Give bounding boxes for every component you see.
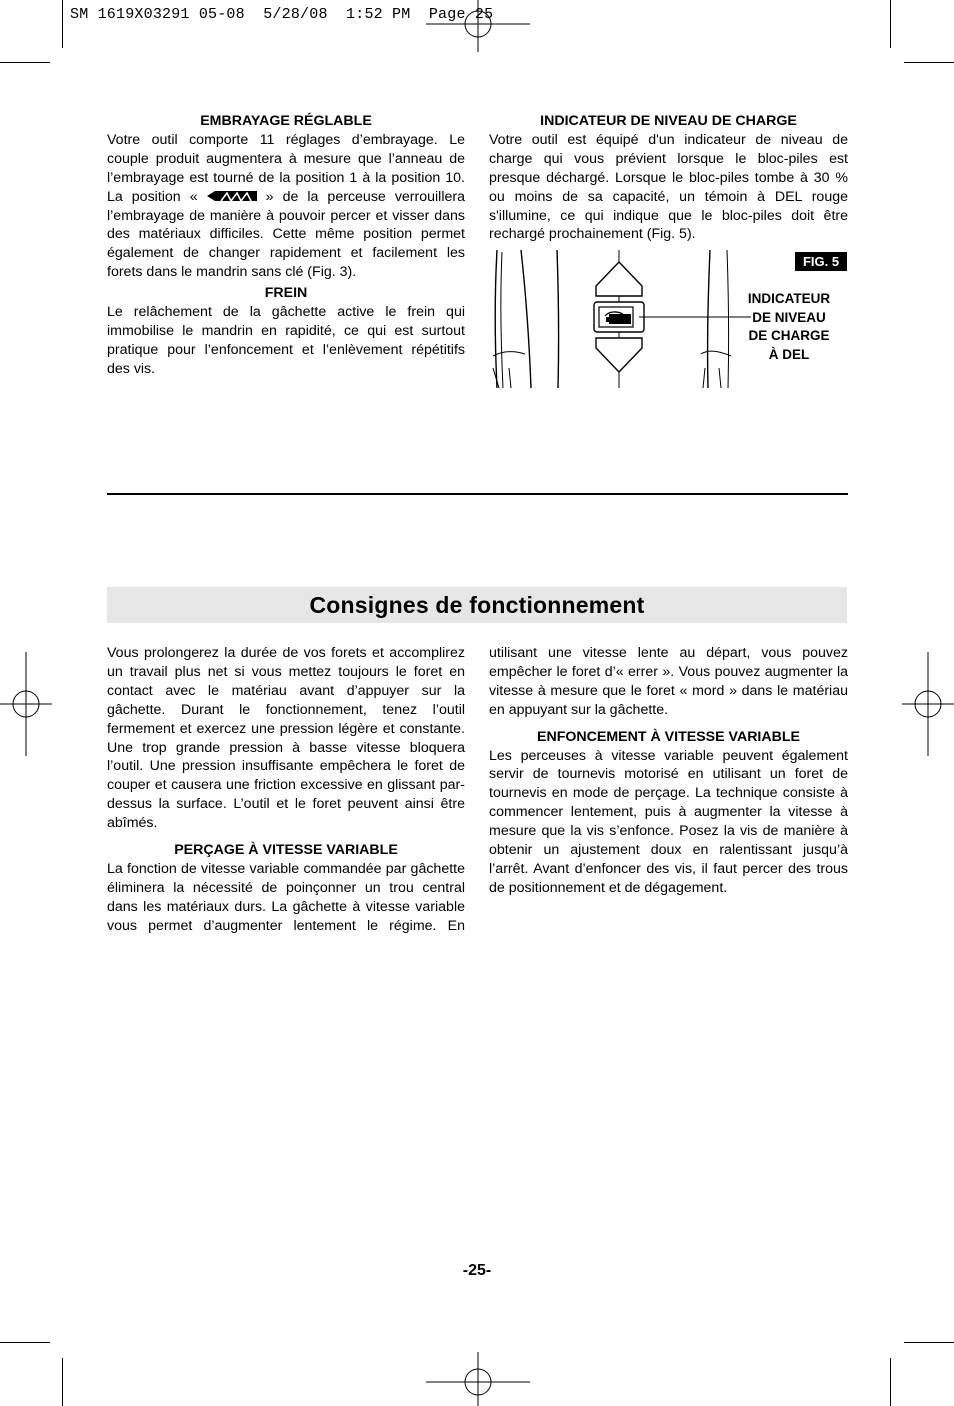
led-label-line: À DEL — [768, 346, 810, 362]
crop-mark — [890, 1358, 891, 1406]
page-number: -25- — [462, 1262, 492, 1279]
clutch-section — [107, 112, 465, 379]
led-label-line: INDICATEUR — [747, 291, 831, 306]
clutch-text — [107, 131, 465, 282]
crop-mark — [0, 62, 50, 63]
crop-mark — [904, 1342, 954, 1343]
led-indicator-label — [737, 290, 841, 364]
led-label-line: DE NIVEAU — [752, 309, 826, 325]
registration-mark-icon — [426, 0, 530, 52]
variable-drilling-continuation: utilisant une vitesse lente au départ, vous pouvez empêcher le foret d’« errer ». Vous pouvez augmenter la vitesse à mesure que le foret « mord » dans le matériau en appuyant sur la gâchette. — [489, 645, 848, 718]
charge-indicator-section — [489, 112, 848, 244]
crop-mark — [0, 1342, 50, 1343]
led-label-line: DE CHARGE — [748, 328, 830, 343]
crop-mark — [904, 62, 954, 63]
operating-left-column — [107, 644, 465, 936]
drill-bit-icon — [207, 190, 257, 202]
clutch-heading: EMBRAYAGE RÉGLABLE — [200, 113, 372, 129]
crop-mark — [890, 0, 891, 48]
variable-driving-heading: ENFONCEMENT À VITESSE VARIABLE — [536, 728, 800, 745]
operating-intro-text: Vous prolongerez la durée de vos forets et accomplirez un travail plus net si vous mettez toujours le foret en contact avec le matériau avant d’appuyer sur la gâchette. Durant le fonctionnement, tenez l’outil fermement et exercez une pression légère et constante. Une trop grande pression à basse vitesse bloquera l’outil. Une pression insuffisante empêchera le foret de couper et causera une friction excessive en glissant par-dessus la surface. L’outil et le foret peuvent ainsi être abîmés. — [107, 645, 465, 832]
variable-drilling-text: La fonction de vitesse variable commandée par gâchette éliminera la nécessité de poinçonner un trou central dans les matériaux durs. La gâchette à vitesse variable vous permet d’augmenter lentement le régime. En — [107, 860, 465, 934]
registration-mark-icon — [426, 1352, 530, 1406]
brake-heading: FREIN — [264, 285, 308, 302]
clutch-text-part1: Votre outil comporte 11 réglages d’embrayage. Le couple produit augmentera à mesure que l’anneau de l’embrayage est tourné de la position 1 à la position 10. La position « — [107, 131, 465, 205]
brake-text: Le relâchement de la gâchette active le frein qui immobilise le mandrin en rapidité, ce qui est surtout pratique pour l’enfoncement et l’enlèvement répétitifs des vis. — [107, 304, 465, 377]
crop-mark — [62, 0, 63, 48]
variable-drilling-heading: PERÇAGE À VITESSE VARIABLE — [174, 842, 398, 859]
section-title: Consignes de fonctionnement — [309, 592, 645, 618]
operating-right-column — [489, 644, 848, 898]
charge-indicator-text: Votre outil est équipé d'un indicateur de niveau de charge qui vous prévient lorsque le bloc-piles est presque déchargé. Lorsque le bloc-piles tombe à 30 % ou moins de sa capacité, un témoin à DEL rouge s'illumine, ce qui indique que le bloc-piles doit être rechargé prochainement (Fig. 5). — [489, 131, 848, 243]
section-banner — [107, 587, 847, 623]
battery-led-icon — [603, 311, 633, 325]
registration-mark-icon — [0, 652, 52, 756]
fig-badge: FIG. 5 — [795, 252, 847, 271]
printer-slug: SM 1619X03291 05-08 5/28/08 1:52 PM Page 25 — [70, 6, 494, 23]
registration-mark-icon — [902, 652, 954, 756]
section-divider — [107, 493, 848, 495]
crop-mark — [62, 1358, 63, 1406]
charge-indicator-heading: INDICATEUR DE NIVEAU DE CHARGE — [540, 113, 797, 129]
clutch-text-part2: » de la perceuse verrouillera l’embrayage de manière à pouvoir percer et visser dans des matériaux difficiles. Cette même position permet également de changer rapidement et facilement les forets dans le mandrin sans clé (Fig. 3). — [107, 188, 465, 281]
variable-driving-text: Les perceuses à vitesse variable peuvent également servir de tournevis motorisé en utilisant un foret de tournevis en mode de perçage. La technique consiste à commencer lentement, puis à augmenter la vitesse à mesure que la vis s’enfonce. Posez la vis de manière à obtenir un ajustement doux en ralentissant jusqu’à l’arrêt. Avant d’enfoncer des vis, il faut percer des trous de positionnement et de dégagement. — [489, 747, 848, 896]
